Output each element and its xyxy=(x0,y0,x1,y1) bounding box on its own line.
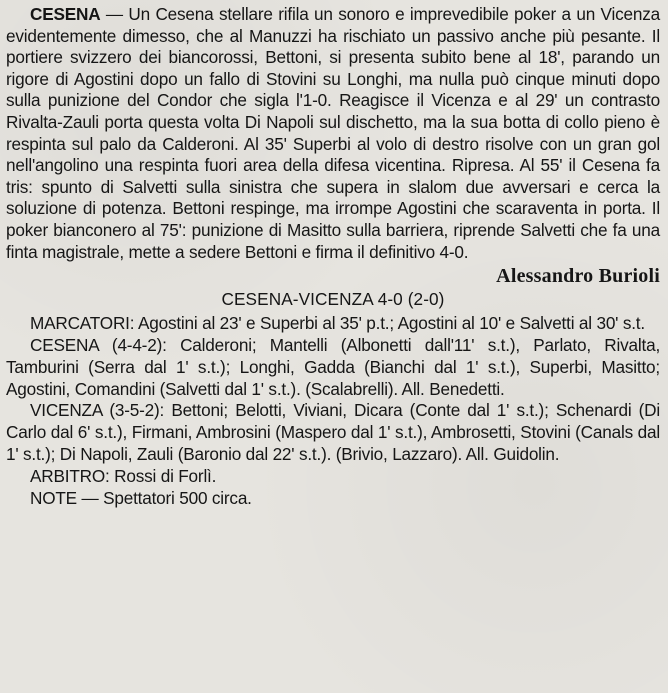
notes-line xyxy=(6,488,660,510)
match-report xyxy=(6,4,660,287)
referee-text: Rossi di Forlì. xyxy=(114,465,217,486)
referee-label: ARBITRO: xyxy=(30,465,110,486)
vicenza-label: VICENZA xyxy=(30,400,103,421)
author-byline: Alessandro Burioli xyxy=(496,265,660,288)
notes-text: — Spettatori 500 circa. xyxy=(81,487,252,508)
referee-line xyxy=(6,466,660,488)
report-paragraph xyxy=(6,4,660,263)
report-text: — Un Cesena stellare rifila un sonoro e imprevedibile poker a un Vicenza evidentemente dimesso, che al Manuzzi ha rischiato un passivo anche più pesante. Il portiere svizzero dei biancorossi, Bettoni, si presenta subito bene al 18', parando un rigore di Agostini dopo un fallo di Stovini su Longhi, ma nulla può cinque minuti dopo sulla punizione del Condor che sigla l'1-0. Reagisce il Vicenza e al 29' un contrasto Rivalta-Zauli porta questa volta Di Napoli sul dischetto, ma la sua botta di collo pieno è respinta sul palo da Calderoni. Al 35' Superbi al volo di destro risolve con un gran gol nell'angolino una respinta fuori area della difesa vicentina. Ripresa. Al 55' il Cesena fa tris: spunto di Salvetti sulla sinistra che supera in slalom due avversari e cerca la soluzione di potenza. Bettoni respinge, ma irrompe Agostini che scaraventa in porta. Il poker bianconero al 75': punizione di Masitto sulla barriera, riprende Salvetti che fa una finta magistrale, mette a sedere Bettoni e firma il definitivo 4-0. xyxy=(6,4,660,262)
vicenza-lineup xyxy=(6,400,660,465)
match-details xyxy=(6,313,660,509)
cesena-label: CESENA xyxy=(30,334,99,355)
notes-label: NOTE xyxy=(30,487,77,508)
cesena-players: Calderoni; Mantelli (Albonetti dall'11' s.t.), Parlato, Rivalta, Tamburini (Serra dal 1' s.t.); Longhi, Gadda (Bianchi dal 1' s.t.), Superbi, Masitto; Agostini, Comandini (Salvetti dal 1' s.t.). (Scalabrelli). All. Benedetti. xyxy=(6,334,661,399)
cesena-lineup xyxy=(6,335,660,400)
scorers-text: Agostini al 23' e Superbi al 35' p.t.; Agostini al 10' e Salvetti al 30' s.t. xyxy=(137,313,645,334)
cesena-formation: (4-4-2): xyxy=(111,334,167,355)
scorers-label: MARCATORI: xyxy=(30,313,135,334)
scorers-line xyxy=(6,313,660,335)
vicenza-formation: (3-5-2): xyxy=(109,400,165,421)
match-score-heading: CESENA-VICENZA 4-0 (2-0) xyxy=(221,289,445,310)
vicenza-players: Bettoni; Belotti, Viviani, Dicara (Conte dal 1' s.t.); Schenardi (Di Carlo dal 6' s.t.), Firmani, Ambrosini (Maspero dal 1' s.t.), Ambrosetti, Stovini (Canals dal 1' s.t.); Di Napoli, Zauli (Baronio dal 22' s.t.). (Brivio, Lazzaro). All. Guidolin. xyxy=(6,400,660,464)
dateline: CESENA xyxy=(30,4,101,24)
